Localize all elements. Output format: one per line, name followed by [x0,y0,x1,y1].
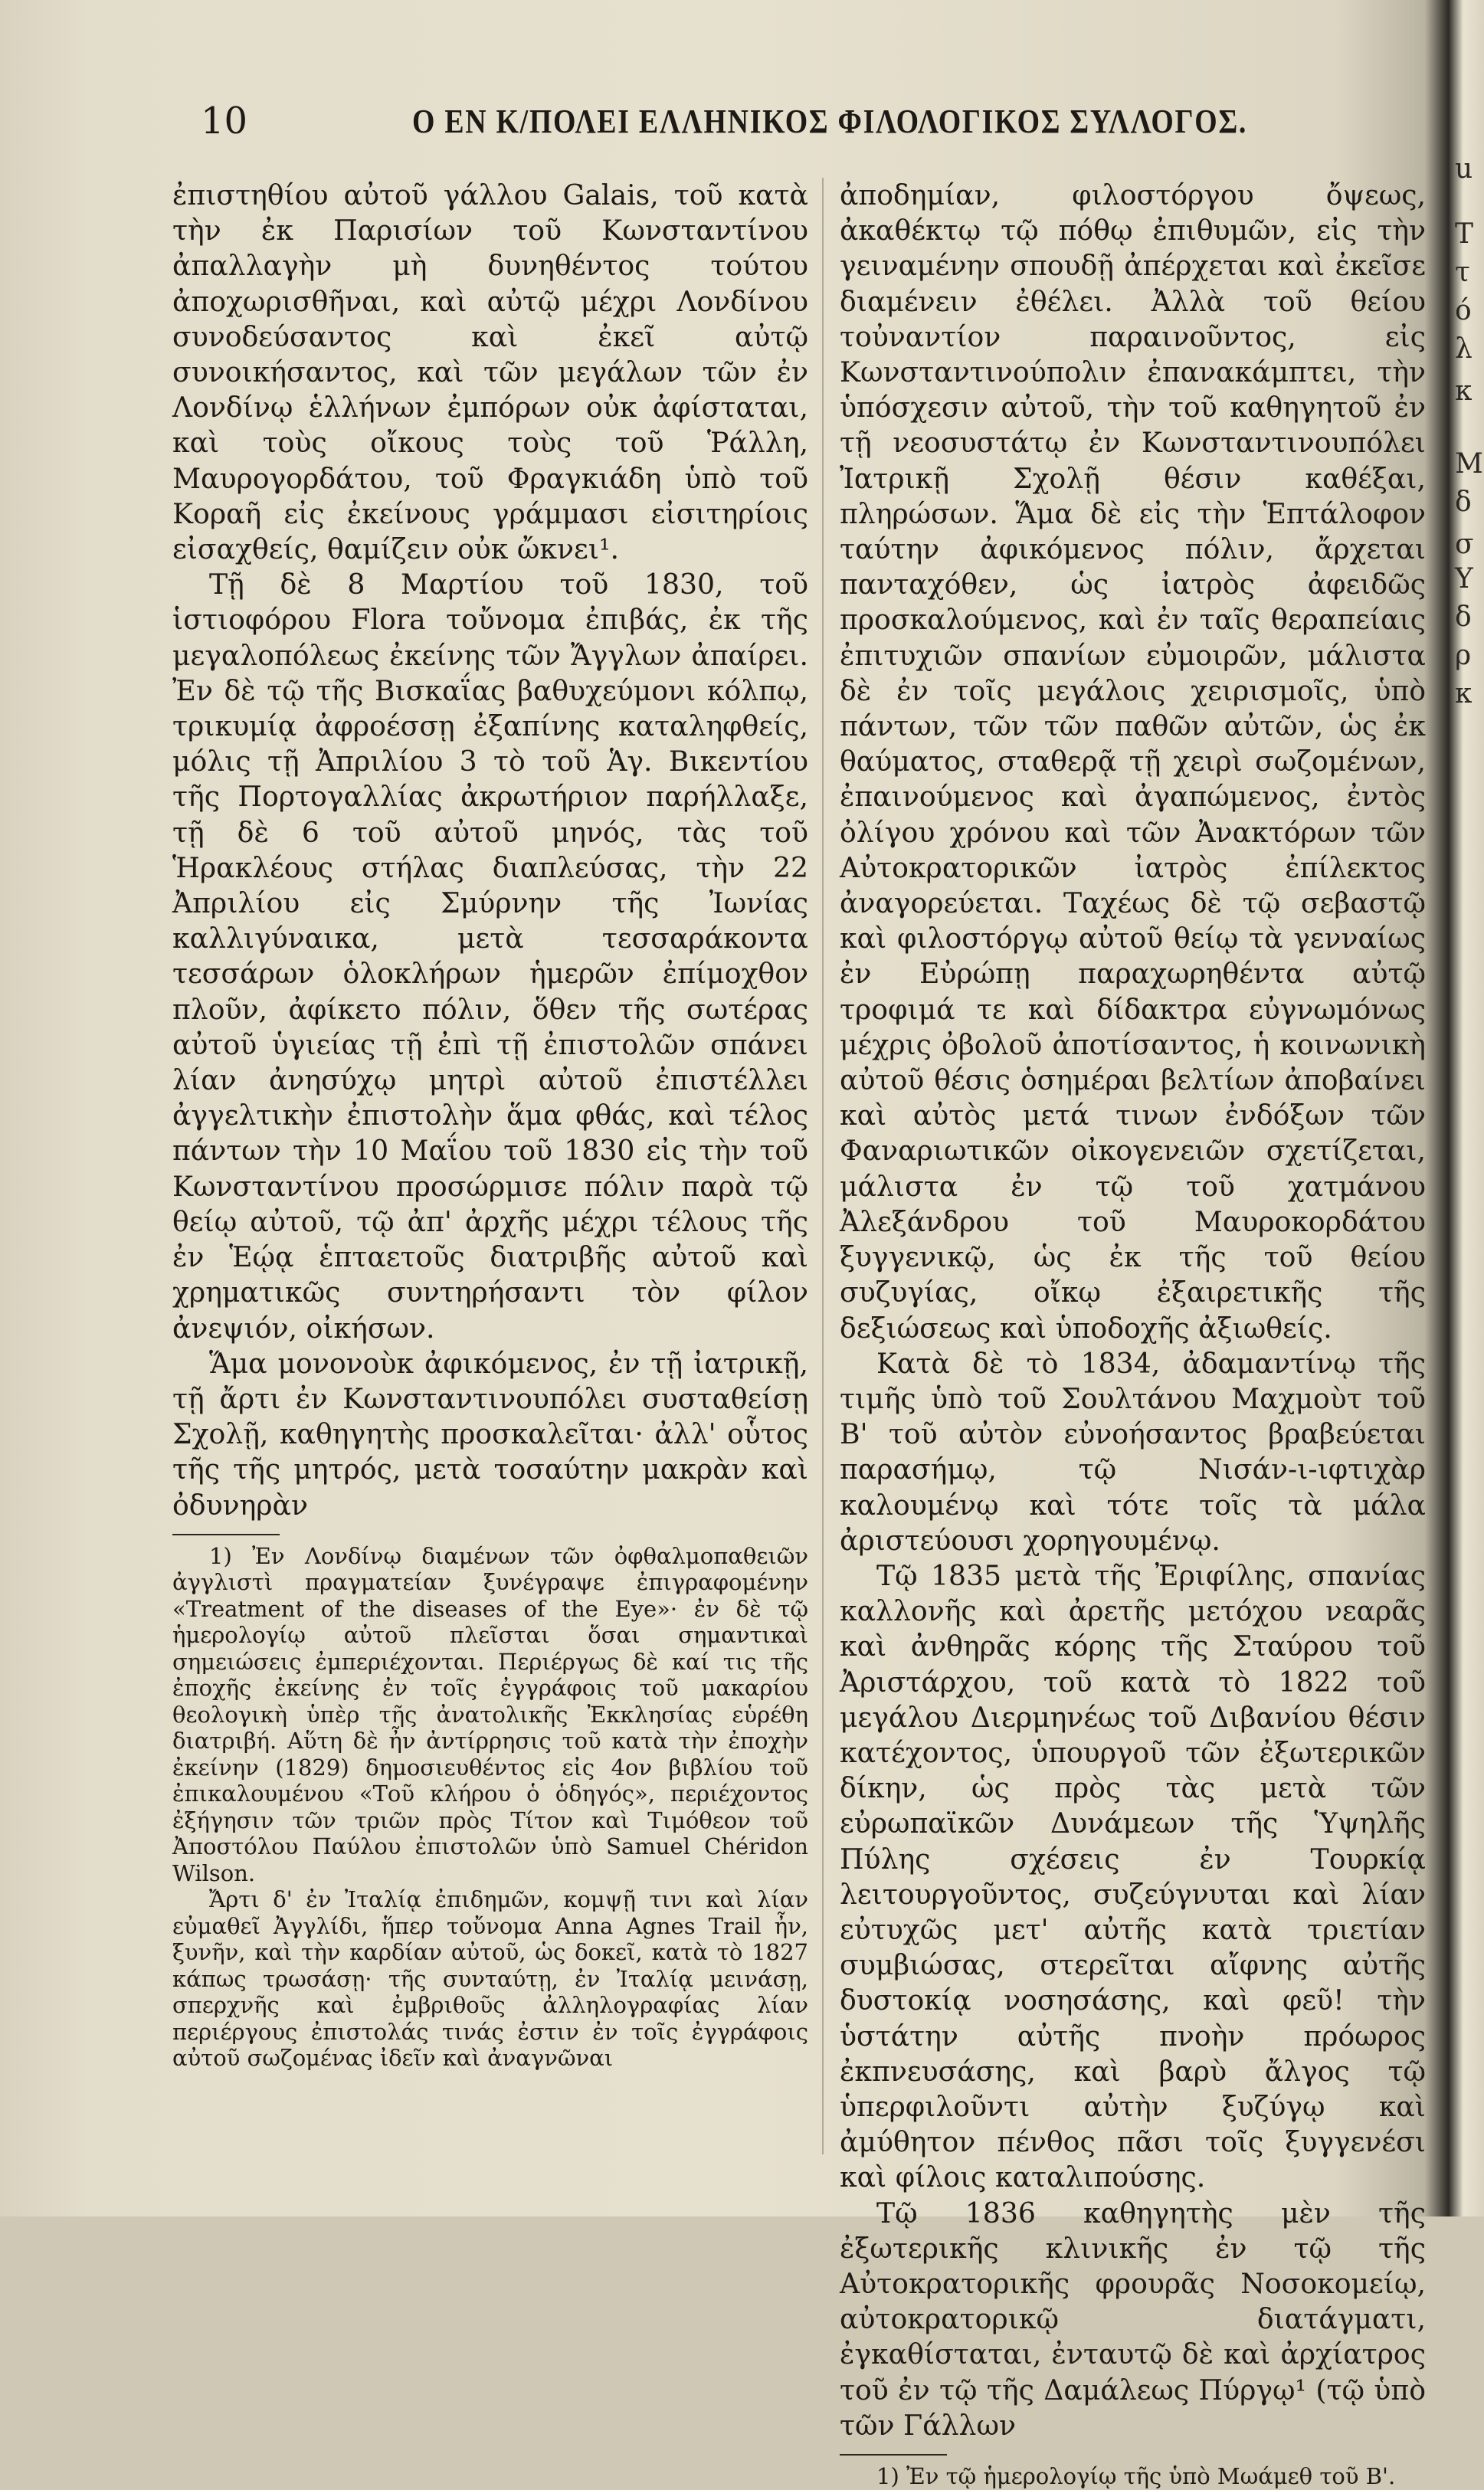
edge-letter: τ [1455,257,1470,288]
column-divider [822,178,824,2154]
right-column [840,178,1426,2489]
edge-letter: κ [1455,375,1473,407]
footnote-rule [172,1534,280,1535]
page-number: 10 [201,100,248,143]
edge-letter: σ [1455,529,1474,560]
edge-letter: ό [1455,295,1472,326]
left-paragraph-3: Ἅμα μονονοὺκ ἀφικόμενος, ἐν τῇ ἰατρικῇ, τῇ ἄρτι ἐν Κωνσταντινουπόλει συσταθείσῃ Σχολῇ, καθηγητὴς προσκαλεῖται· ἀλλ' οὗτος τῆς τῆς μητρός, μετὰ τοσαύτην μακρὰν καὶ ὀδυνηρὰν [172,1346,808,1522]
edge-letter: ρ [1455,640,1472,671]
edge-letter: u [1455,153,1473,185]
edge-letter: Υ [1455,563,1473,595]
right-paragraph-2: Κατὰ δὲ τὸ 1834, ἀδαμαντίνῳ τῆς τιμῆς ὑπὸ τοῦ Σουλτάνου Μαχμοὺτ τοῦ Β' τοῦ αὐτὸν εὐνοήσαντος βραβεύεται παρασήμῳ, τῷ Νισάν-ι-ιφτιχὰρ καλουμένῳ καὶ τότε τοῖς τὰ μάλα ἀριστεύουσι χορηγουμένῳ. [840,1346,1426,1557]
left-paragraph-2: Τῇ δὲ 8 Μαρτίου τοῦ 1830, τοῦ ἱστιοφόρου Flora τοὔνομα ἐπιβάς, ἐκ τῆς μεγαλοπόλεως ἐκείνης τῶν Ἄγγλων ἀπαίρει. Ἐν δὲ τῷ τῆς Βισκαΐας βαθυχεύμονι κόλπῳ, τρικυμίᾳ ἀφροέσσῃ ἐξαπίνης καταληφθείς, μόλις τῇ Ἀπριλίου 3 τὸ τοῦ Ἁγ. Βικεντίου τῆς Πορτογαλλίας ἀκρωτήριον παρήλλαξε, τῇ δὲ 6 τοῦ αὐτοῦ μηνός, τὰς τοῦ Ἡρακλέους στήλας διαπλεύσας, τὴν 22 Ἀπριλίου εἰς Σμύρνην τῆς Ἰωνίας καλλιγύναικα, μετὰ τεσσαράκοντα τεσσάρων ὁλοκλήρων ἡμερῶν ἐπίμοχθον πλοῦν, ἀφίκετο πόλιν, ὅθεν τῆς σωτέρας αὐτοῦ ὑγιείας τῇ ἐπὶ τῇ ἐπιστολῶν σπάνει λίαν ἀνησύχῳ μητρὶ αὐτοῦ ἐπιστέλλει ἀγγελτικὴν ἐπιστολὴν ἅμα φθάς, καὶ τέλος πάντων τὴν 10 Μαΐου τοῦ 1830 εἰς τὴν τοῦ Κωνσταντίνου προσώρμισε πόλιν παρὰ τῷ θείῳ αὐτοῦ, τῷ ἀπ' ἀρχῆς μέχρι τέλους τῆς ἐν Ἑῴᾳ ἑπταετοῦς διατριβῆς αὐτοῦ καὶ χρηματικῶς συντηρήσαντι τὸν φίλον ἀνεψιόν, οἰκήσων. [172,568,808,1345]
edge-letter: δ [1455,487,1472,518]
right-paragraph-1: ἀποδημίαν, φιλοστόργου ὄψεως, ἀκαθέκτῳ τῷ πόθῳ ἐπιθυμῶν, εἰς τὴν γειναμένην σπουδῇ ἀπέρχεται καὶ ἐκεῖσε διαμένειν ἐθέλει. Ἀλλὰ τοῦ θείου τοὐναντίον παραινοῦντος, εἰς Κωνσταντινούπολιν ἐπανακάμπτει, τὴν ὑπόσχεσιν αὐτοῦ, τὴν τοῦ καθηγητοῦ ἐν τῇ νεοσυστάτῳ ἐν Κωνσταντινουπόλει Ἰατρικῇ Σχολῇ θέσιν καθέξαι, πληρώσων. Ἅμα δὲ εἰς τὴν Ἑπτάλοφον ταύτην ἀφικόμενος πόλιν, ἄρχεται πανταχόθεν, ὡς ἰατρὸς ἀφειδῶς προσκαλούμενος, καὶ ἐν ταῖς θεραπείαις ἐπιτυχιῶν σπανίων εὐμοιρῶν, μάλιστα δὲ ἐν τοῖς μεγάλοις χειρισμοῖς, ὑπὸ πάντων, τῶν τῶν παθῶν αὐτῶν, ὡς ἐκ θαύματος, σταθερᾷ τῇ χειρὶ σωζομένων, ἐπαινούμενος καὶ ἀγαπώμενος, ἐντὸς ὀλίγου χρόνου καὶ τῶν Ἀνακτόρων τῶν Αὐτοκρατορικῶν ἰατρὸς ἐπίλεκτος ἀναγορεύεται. Ταχέως δὲ τῷ σεβαστῷ καὶ φιλοστόργῳ αὐτοῦ θείῳ τὰ γενναίως ἐν Εὐρώπῃ παραχωρηθέντα αὐτῷ τροφιμά τε καὶ δίδακτρα εὐγνωμόνως μέχρις ὀβολοῦ ἀποτίσαντος, ἡ κοινωνικὴ αὐτοῦ θέσις ὁσημέραι βελτίων ἀποβαίνει καὶ αὐτὸς μετά τινων ἐνδόξων τῶν Φαναριωτικῶν οἰκογενειῶν σχετίζεται, μάλιστα ἐν τῷ τοῦ χατμάνου Ἀλεξάνδρου τοῦ Μαυροκορδάτου ξυγγενικῷ, ὡς ἐκ τῆς τοῦ θείου συζυγίας, οἴκῳ ἐξαιρετικῆς τῆς δεξιώσεως καὶ ὑποδοχῆς ἀξιωθείς. [840,179,1426,1345]
left-paragraph-1: ἐπιστηθίου αὐτοῦ γάλλου Galais, τοῦ κατὰ τὴν ἐκ Παρισίων τοῦ Κωνσταντίνου ἀπαλλαγὴν μὴ δυνηθέντος τούτου ἀποχωρισθῆναι, καὶ αὐτῷ μέχρι Λονδίνου συνοδεύσαντος καὶ ἐκεῖ αὐτῷ συνοικήσαντος, καὶ τῶν μεγάλων τῶν ἐν Λονδίνῳ ἑλλήνων ἐμπόρων οὐκ ἀφίσταται, καὶ τοὺς οἴκους τοὺς τοῦ Ῥάλλη, Μαυρογορδάτου, τοῦ Φραγκιάδη ὑπὸ τοῦ Κοραῆ εἰς ἐκείνους γράμμασι εἰσιτηρίοις εἰσαχθείς, θαμίζειν οὐκ ὤκνει¹. [172,179,808,566]
left-column [172,178,808,2072]
right-paragraph-4: Τῷ 1836 καθηγητὴς μὲν τῆς ἐξωτερικῆς κλινικῆς ἐν τῷ τῆς Αὐτοκρατορικῆς φρουρᾶς Νοσοκομείῳ, αὐτοκρατορικῷ διατάγματι, ἐγκαθίσταται, ἐνταυτῷ δὲ καὶ ἀρχίατρος τοῦ ἐν τῷ τῆς Δαμάλεως Πύργῳ¹ (τῷ ὑπὸ τῶν Γάλλων [840,2196,1426,2442]
footnote-rule [840,2454,947,2456]
edge-letter: κ [1455,678,1473,709]
right-footnote-1: 1) Ἐν τῷ ἡμερολογίῳ τῆς ὑπὸ Μωάμεθ τοῦ Β'. [876,2463,1396,2489]
left-footnote-2: Ἄρτι δ' ἐν Ἰταλίᾳ ἐπιδημῶν, κομψῇ τινι καὶ λίαν εὐμαθεῖ Ἀγγλίδι, ἥπερ τοὔνομα Anna Agnes Trail ἦν, ξυνῆν, καὶ τὴν καρδίαν αὐτοῦ, ὡς δοκεῖ, κατὰ τὸ 1827 κάπως τρωσάσῃ· τῆς συνταύτῃ, ἐν Ἰταλίᾳ μεινάσῃ, σπερχνῆς καὶ ἐμβριθοῦς ἀλληλογραφίας λίαν περιέργους ἐπιστολάς τινάς ἐστιν ἐν τοῖς ἐγγράφοις αὐτοῦ σωζομένας ἰδεῖν καὶ ἀναγνῶναι [172,1886,808,2072]
edge-letter: Μ [1455,448,1483,480]
edge-letter: Τ [1455,218,1474,250]
edge-letter: λ [1455,333,1473,365]
right-paragraph-3: Τῷ 1835 μετὰ τῆς Ἐριφίλης, σπανίας καλλονῆς καὶ ἀρετῆς μετόχου νεαρᾶς καὶ ἀνθηρᾶς κόρης τῆς Σταύρου τοῦ Ἀριστάρχου, τοῦ κατὰ τὸ 1822 τοῦ μεγάλου Διερμηνέως τοῦ Διβανίου θέσιν κατέχοντος, ὑπουργοῦ τῶν ἐξωτερικῶν δίκην, ὡς πρὸς τὰς μετὰ τῶν εὐρωπαϊκῶν Δυνάμεων τῆς Ὑψηλῆς Πύλης σχέσεις ἐν Τουρκίᾳ λειτουργοῦντος, συζεύγνυται καὶ λίαν εὐτυχῶς μετ' αὐτῆς κατὰ τριετίαν συμβιώσας, στερεῖται αἴφνης αὐτῆς δυστοκίᾳ νοσησάσης, καὶ φεῦ! τὴν ὑστάτην αὐτῆς πνοὴν πρόωρος ἐκπνευσάσης, καὶ βαρὺ ἄλγος τῷ ὑπερφιλοῦντι αὐτὴν ξυζύγῳ καὶ ἀμύθητον πένθος πᾶσι τοῖς ξυγγενέσι καὶ φίλοις καταλιπούσης. [840,1558,1426,2194]
running-head [201,98,1350,144]
edge-letter: δ [1455,601,1472,633]
left-footnote-1: 1) Ἐν Λονδίνῳ διαμένων τῶν ὀφθαλμοπαθειῶν ἀγγλιστὶ πραγματείαν ξυνέγραψε ἐπιγραφομένην «Treatment of the diseases of the Eye»· ἐν δὲ τῷ ἡμερολογίῳ αὐτοῦ πλεῖσται ὅσαι σημαντικαὶ σημειώσεις ἐμπεριέχονται. Περιέργως δὲ καί τις τῆς ἐποχῆς ἐκείνης ἐν τοῖς ἐγγράφοις τοῦ μακαρίου θεολογικὴ ὑπὲρ τῆς ἀνατολικῆς Ἐκκλησίας εὑρέθη διατριβή. Αὕτη δὲ ἦν ἀντίρρησις τοῦ κατὰ τὴν ἐποχὴν ἐκείνην (1829) δημοσιευθέντος εἰς 4ον βιβλίου τοῦ ἐπικαλουμένου «Τοῦ κλήρου ὁ ὁδηγός», περιέχοντος ἐξήγησιν τῶν τριῶν πρὸς Τίτον καὶ Τιμόθεον τοῦ Ἀποστόλου Παύλου ἐπιστολῶν ὑπὸ Samuel Chéridon Wilson. [172,1542,808,1886]
journal-title: Ο ΕΝ Κ/ΠΟΛΕΙ ΕΛΛΗΝΙΚΟΣ ΦΙΛΟΛΟΓΙΚΟΣ ΣΥΛΛΟΓΟΣ. [412,102,1248,140]
facing-page-edge [1438,0,1484,2216]
